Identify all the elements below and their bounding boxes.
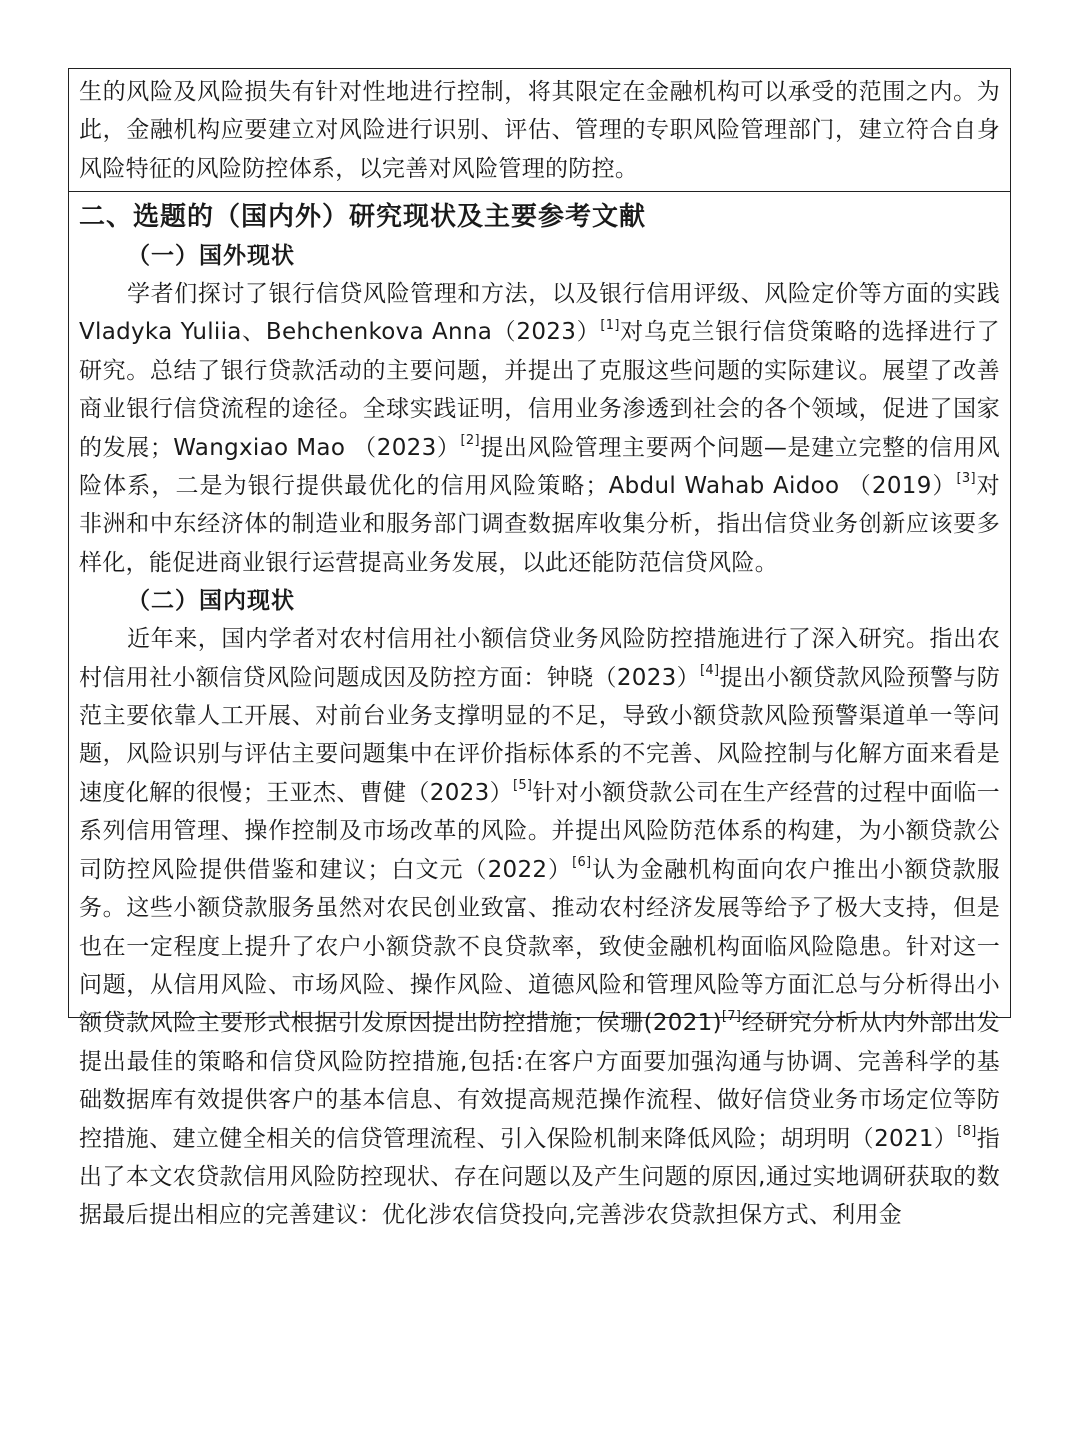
citation-3: [3] [956,471,976,487]
foreign-status-paragraph [79,275,1000,582]
row-divider [69,191,1010,192]
document-frame [68,68,1011,1229]
domestic-text-2: 提出小额贷款风险预警与防范主要依靠人工开展、对前台业务支撑明显的不足，导致小额贷款风险预警渠道单一等问题，风险识别与评估主要问题集中在评价指标体系的不完善、风险控制与化解方面来看是速度化解的很慢；王亚杰、曹健（2023） [79,664,1000,806]
citation-5: [5] [512,778,533,794]
research-section [79,197,1000,1235]
domestic-status-paragraph [79,620,1000,1235]
domestic-text-4: 认为金融机构面向农户推出小额贷款服务。这些小额贷款服务虽然对农民创业致富、推动农村经济发展等给予了极大支持，但是也在一定程度上提升了农户小额贷款不良贷款率，致使金融机构面临风险隐患。针对这一问题，从信用风险、市场风险、操作风险、道德风险和管理风险等方面汇总与分析得出小额贷款风险主要形式根据引发原因提出防控措施；侯珊(2021) [79,856,1000,1037]
domestic-text-1: 近年来，国内学者对农村信用社小额信贷业务风险防控措施进行了深入研究。指出农村信用社小额信贷风险问题成因及防控方面：钟晓（2023） [79,626,1000,691]
citation-8: [8] [957,1123,977,1139]
foreign-text-1: 学者们探讨了银行信贷风险管理和方法，以及银行信用评级、风险定价等方面的实践 Vladyka Yuliia、Behchenkova Anna（2023） [79,281,1000,346]
citation-6: [6] [572,855,592,871]
foreign-text-2: 对乌克兰银行信贷策略的选择进行了研究。总结了银行贷款活动的主要问题，并提出了克服这些问题的实际建议。展望了改善商业银行信贷流程的途径。全球实践证明，信用业务渗透到社会的各个领域，促进了国家的发展；Wangxiao Mao （2023） [79,319,1000,461]
foreign-text-3: 提出风险管理主要两个问题—是建立完整的信用风险体系，二是为银行提供最优化的信用风险策略；Abdul Wahab Aidoo （2019） [79,434,1000,500]
domestic-text-6: 指出了本文农贷款信用风险防控现状、存在问题以及产生问题的原因,通过实地调研获取的数据最后提出相应的完善建议：优化涉农信贷投向,完善涉农贷款担保方式、利用金 [79,1125,1000,1229]
citation-2: [2] [460,432,480,448]
intro-block [79,73,1000,188]
intro-paragraph: 生的风险及风险损失有针对性地进行控制，将其限定在金融机构可以承受的范围之内。为此，金融机构应要建立对风险进行识别、评估、管理的专职风险管理部门，建立符合自身风险特征的风险防控体系，以完善对风险管理的防控。 [79,79,1000,182]
citation-4: [4] [700,663,720,678]
citation-1: [1] [600,317,620,333]
foreign-status-heading: （一）国外现状 [127,243,295,269]
domestic-text-3: 针对小额贷款公司在生产经营的过程中面临一系列信用管理、操作控制及市场改革的风险。并提出风险防范体系的构建，为小额贷款公司防控风险提供借鉴和建议；白文元（2022） [79,779,1000,883]
citation-7: [7] [721,1008,742,1024]
foreign-text-4: 对非洲和中东经济体的制造业和服务部门调查数据库收集分析，指出信贷业务创新应该要多样化，能促进商业银行运营提高业务发展，以此还能防范信贷风险。 [79,473,1000,576]
section-heading: 二、选题的（国内外）研究现状及主要参考文献 [79,202,647,232]
domestic-text-5: 经研究分析从内外部出发提出最佳的策略和信贷风险防控措施,包括:在客户方面要加强沟通与协调、完善科学的基础数据库有效提供客户的基本信息、有效提高规范操作流程、做好信贷业务市场定位等防控措施、建立健全相关的信贷管理流程、引入保险机制来降低风险；胡玥明（2021） [79,1010,1000,1152]
domestic-status-heading: （二）国内现状 [127,588,295,615]
